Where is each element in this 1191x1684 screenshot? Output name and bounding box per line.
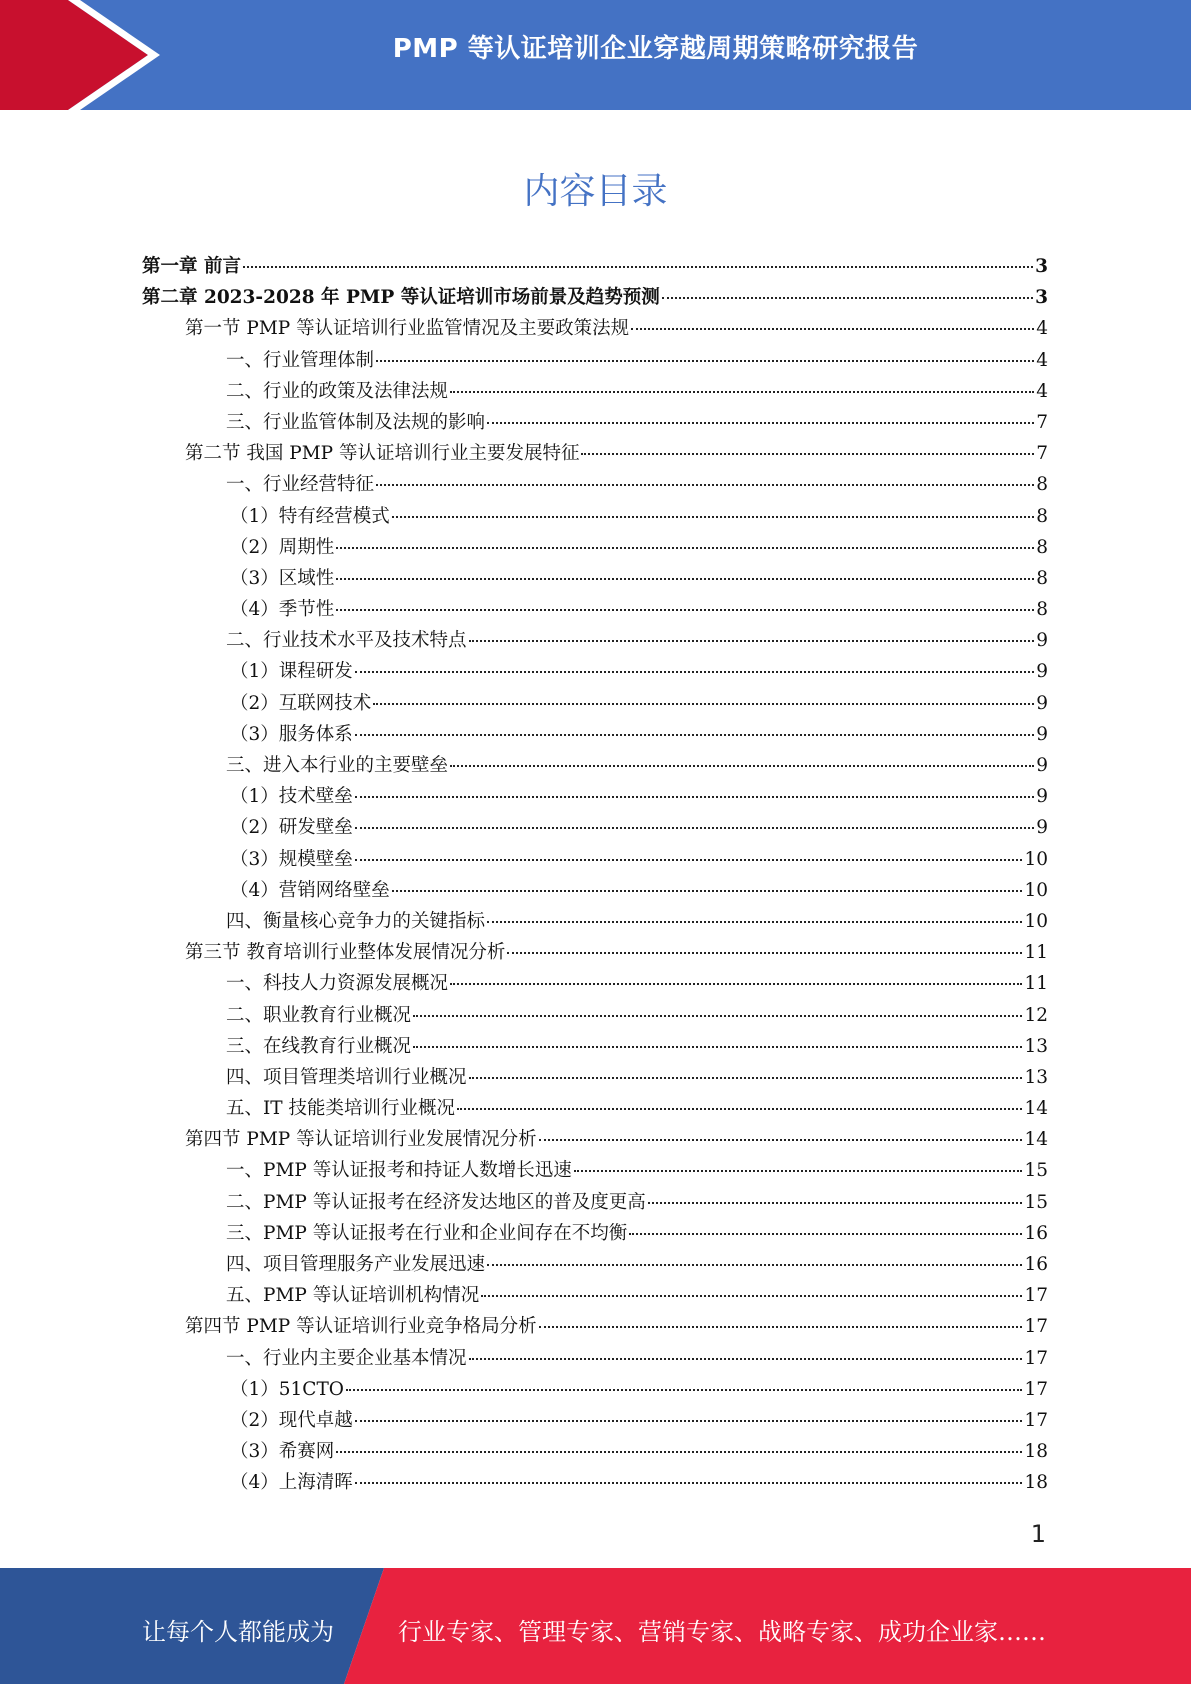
toc-entry-page: 13: [1024, 1035, 1048, 1057]
toc-dot-leader: [346, 1389, 1022, 1391]
toc-dot-leader: [469, 1358, 1023, 1360]
toc-entry-label: （1）51CTO: [230, 1378, 344, 1400]
toc-entry[interactable]: [142, 720, 1048, 751]
toc-entry-label: 三、行业监管体制及法规的影响: [226, 411, 486, 433]
toc-dot-leader: [574, 1170, 1023, 1172]
toc-entry-page: 7: [1036, 411, 1048, 433]
toc-entry-page: 9: [1036, 692, 1048, 714]
toc-entry-label: 第一章 前言: [142, 256, 241, 277]
toc-dot-leader: [243, 266, 1033, 268]
toc-dot-leader: [413, 1046, 1022, 1048]
toc-entry[interactable]: [142, 346, 1048, 377]
toc-entry[interactable]: [142, 1156, 1048, 1187]
toc-entry[interactable]: [142, 1250, 1048, 1281]
toc-dot-leader: [469, 640, 1035, 642]
toc-entry-label: （2）周期性: [230, 536, 335, 558]
footer-slogan-right: 行业专家、管理专家、营销专家、战略专家、成功企业家……: [398, 1618, 1046, 1646]
table-of-contents: [142, 252, 1048, 1500]
toc-entry-label: 二、PMP 等认证报考在经济发达地区的普及度更高: [226, 1191, 646, 1213]
toc-entry-label: （1）课程研发: [230, 661, 353, 683]
toc-dot-leader: [336, 578, 1034, 580]
toc-entry-page: 17: [1024, 1285, 1048, 1307]
toc-entry[interactable]: [142, 252, 1048, 283]
toc-dot-leader: [581, 453, 1034, 455]
toc-entry-label: 第三节 教育培训行业整体发展情况分析: [185, 942, 506, 964]
toc-entry-label: （4）营销网络壁垒: [230, 879, 390, 901]
toc-entry[interactable]: [142, 1406, 1048, 1437]
footer-slogan-left: 让每个人都能成为: [142, 1618, 334, 1646]
toc-entry-label: 第一节 PMP 等认证培训行业监管情况及主要政策法规: [185, 318, 630, 340]
toc-entry-label: 第四节 PMP 等认证培训行业竞争格局分析: [185, 1316, 537, 1338]
toc-dot-leader: [450, 391, 1034, 393]
toc-entry-label: 一、科技人力资源发展概况: [226, 973, 449, 995]
toc-entry[interactable]: [142, 595, 1048, 626]
toc-entry-label: （2）互联网技术: [230, 692, 372, 714]
toc-entry[interactable]: [142, 502, 1048, 533]
toc-entry-page: 8: [1036, 474, 1048, 496]
toc-entry[interactable]: [142, 1312, 1048, 1343]
toc-dot-leader: [662, 297, 1033, 299]
toc-entry-label: 四、项目管理类培训行业概况: [226, 1066, 467, 1088]
header-title: PMP 等认证培训企业穿越周期策略研究报告: [392, 34, 919, 64]
toc-entry[interactable]: [142, 1063, 1048, 1094]
toc-entry[interactable]: [142, 813, 1048, 844]
toc-entry-page: 9: [1036, 661, 1048, 683]
toc-dot-leader: [373, 703, 1034, 705]
toc-entry-label: （2）研发壁垒: [230, 817, 353, 839]
toc-entry[interactable]: [142, 1188, 1048, 1219]
toc-entry-page: 10: [1024, 910, 1048, 932]
toc-dot-leader: [457, 1108, 1022, 1110]
toc-dot-leader: [355, 827, 1034, 829]
toc-entry-label: （3）服务体系: [230, 723, 353, 745]
toc-dot-leader: [392, 890, 1023, 892]
toc-entry-page: 9: [1036, 817, 1048, 839]
toc-entry-label: （3）规模壁垒: [230, 848, 353, 870]
toc-dot-leader: [487, 422, 1034, 424]
toc-entry[interactable]: [142, 751, 1048, 782]
toc-title: 内容目录: [523, 171, 668, 212]
toc-dot-leader: [336, 1451, 1022, 1453]
toc-entry[interactable]: [142, 408, 1048, 439]
toc-entry-page: 7: [1036, 443, 1048, 465]
toc-entry-page: 12: [1024, 1004, 1048, 1026]
toc-dot-leader: [392, 516, 1034, 518]
toc-entry-page: 10: [1024, 879, 1048, 901]
toc-entry[interactable]: [142, 564, 1048, 595]
toc-entry-page: 16: [1024, 1254, 1048, 1275]
toc-dot-leader: [355, 734, 1034, 736]
toc-dot-leader: [355, 859, 1023, 861]
page-footer: [0, 1568, 1191, 1684]
toc-entry[interactable]: [142, 1344, 1048, 1375]
toc-dot-leader: [376, 484, 1034, 486]
toc-dot-leader: [481, 1295, 1022, 1297]
toc-entry-label: （4）上海清晖: [230, 1472, 353, 1494]
toc-entry[interactable]: [142, 1437, 1048, 1468]
toc-entry-page: 11: [1024, 973, 1048, 995]
toc-entry-page: 14: [1024, 1098, 1048, 1120]
toc-entry-label: 一、PMP 等认证报考和持证人数增长迅速: [226, 1160, 572, 1182]
toc-entry-label: （3）区域性: [230, 567, 335, 589]
toc-entry-label: 三、在线教育行业概况: [226, 1035, 412, 1057]
toc-entry[interactable]: [142, 938, 1048, 969]
toc-entry-label: （2）现代卓越: [230, 1409, 353, 1431]
toc-entry[interactable]: [142, 470, 1048, 501]
toc-dot-leader: [355, 796, 1034, 798]
toc-entry-page: 8: [1036, 567, 1048, 589]
toc-entry-page: 17: [1024, 1347, 1048, 1369]
toc-entry-label: 五、PMP 等认证培训机构情况: [226, 1285, 480, 1307]
toc-entry-page: 4: [1036, 380, 1048, 402]
toc-entry-page: 17: [1024, 1378, 1048, 1400]
toc-entry[interactable]: [142, 439, 1048, 470]
toc-entry-label: （3）希赛网: [230, 1441, 335, 1463]
toc-entry[interactable]: [142, 283, 1048, 314]
toc-entry[interactable]: [142, 845, 1048, 876]
toc-entry-label: 四、衡量核心竞争力的关键指标: [226, 910, 486, 932]
toc-entry-label: （1）技术壁垒: [230, 786, 353, 808]
toc-dot-leader: [450, 983, 1022, 985]
toc-entry-page: 8: [1036, 505, 1048, 527]
toc-dot-leader: [539, 1326, 1023, 1328]
toc-entry-page: 15: [1024, 1191, 1048, 1213]
toc-dot-leader: [355, 1482, 1023, 1484]
toc-entry[interactable]: [142, 1281, 1048, 1312]
toc-entry-label: 二、行业的政策及法律法规: [226, 380, 449, 402]
toc-dot-leader: [413, 1015, 1022, 1017]
toc-dot-leader: [355, 671, 1034, 673]
toc-dot-leader: [487, 1264, 1022, 1266]
toc-entry-label: 二、职业教育行业概况: [226, 1004, 412, 1026]
toc-entry-page: 9: [1036, 723, 1048, 745]
toc-entry-page: 18: [1024, 1472, 1048, 1494]
toc-entry[interactable]: [142, 377, 1048, 408]
toc-entry[interactable]: [142, 1094, 1048, 1125]
toc-dot-leader: [487, 921, 1022, 923]
toc-entry-label: 一、行业内主要企业基本情况: [226, 1347, 467, 1369]
toc-entry-page: 9: [1036, 630, 1048, 652]
page-number: 1: [1030, 1520, 1046, 1548]
toc-entry-label: （1）特有经营模式: [230, 505, 390, 527]
toc-entry[interactable]: [142, 907, 1048, 938]
toc-entry[interactable]: [142, 1125, 1048, 1156]
toc-entry[interactable]: [142, 1468, 1048, 1499]
toc-dot-leader: [648, 1202, 1023, 1204]
toc-entry[interactable]: [142, 689, 1048, 720]
toc-entry[interactable]: [142, 782, 1048, 813]
toc-dot-leader: [376, 360, 1034, 362]
toc-entry-label: 一、行业经营特征: [226, 474, 375, 496]
toc-entry-page: 14: [1024, 1129, 1048, 1151]
toc-dot-leader: [336, 547, 1034, 549]
toc-entry-page: 10: [1024, 848, 1048, 870]
toc-entry-label: 第二章 2023-2028 年 PMP 等认证培训市场前景及趋势预测: [142, 287, 660, 309]
toc-entry-page: 4: [1036, 318, 1048, 340]
toc-entry-page: 15: [1024, 1160, 1048, 1182]
page-header: [0, 0, 1191, 110]
toc-entry-page: 13: [1024, 1066, 1048, 1088]
toc-entry-page: 8: [1036, 599, 1048, 621]
toc-entry-page: 17: [1024, 1316, 1048, 1338]
toc-entry[interactable]: [142, 657, 1048, 688]
toc-entry[interactable]: [142, 1219, 1048, 1250]
toc-entry[interactable]: [142, 626, 1048, 657]
toc-entry-page: 4: [1036, 349, 1048, 371]
toc-dot-leader: [539, 1139, 1023, 1141]
toc-dot-leader: [450, 765, 1034, 767]
toc-entry[interactable]: [142, 876, 1048, 907]
toc-entry[interactable]: [142, 314, 1048, 345]
toc-entry-label: 第二节 我国 PMP 等认证培训行业主要发展特征: [185, 443, 580, 465]
toc-entry-page: 9: [1036, 755, 1048, 776]
toc-entry-page: 3: [1035, 256, 1048, 277]
toc-entry[interactable]: [142, 1001, 1048, 1032]
toc-entry[interactable]: [142, 1032, 1048, 1063]
toc-dot-leader: [631, 328, 1034, 330]
toc-entry-label: 四、项目管理服务产业发展迅速: [226, 1254, 486, 1275]
toc-entry-label: 一、行业管理体制: [226, 349, 375, 371]
toc-entry-page: 17: [1024, 1409, 1048, 1431]
toc-entry-label: 三、PMP 等认证报考在行业和企业间存在不均衡: [226, 1222, 628, 1244]
toc-dot-leader: [355, 1420, 1023, 1422]
toc-entry-page: 3: [1035, 287, 1048, 309]
toc-dot-leader: [507, 952, 1022, 954]
toc-entry-label: 第四节 PMP 等认证培训行业发展情况分析: [185, 1129, 537, 1151]
toc-entry[interactable]: [142, 969, 1048, 1000]
toc-entry-page: 16: [1024, 1222, 1048, 1244]
toc-dot-leader: [469, 1077, 1023, 1079]
toc-entry-label: （4）季节性: [230, 599, 335, 621]
toc-entry-page: 8: [1036, 536, 1048, 558]
toc-dot-leader: [336, 609, 1034, 611]
toc-entry-page: 9: [1036, 786, 1048, 808]
toc-entry[interactable]: [142, 533, 1048, 564]
toc-entry-label: 五、IT 技能类培训行业概况: [226, 1098, 456, 1120]
toc-entry-page: 18: [1024, 1441, 1048, 1463]
toc-entry[interactable]: [142, 1375, 1048, 1406]
toc-entry-label: 三、进入本行业的主要壁垒: [226, 755, 449, 776]
toc-entry-label: 二、行业技术水平及技术特点: [226, 630, 467, 652]
toc-dot-leader: [629, 1233, 1022, 1235]
toc-entry-page: 11: [1024, 942, 1048, 964]
